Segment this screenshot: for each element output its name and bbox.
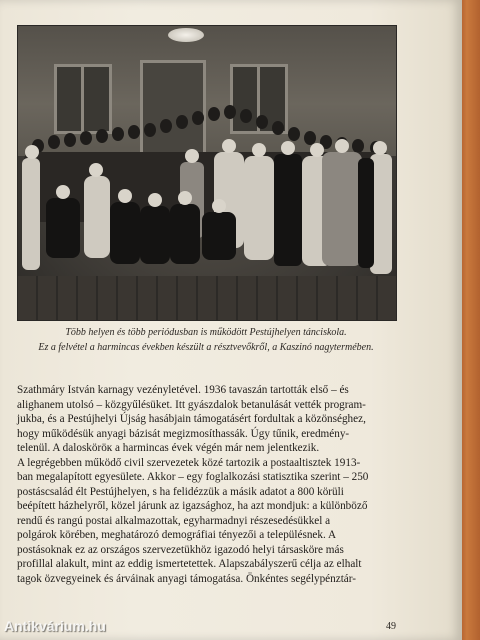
paragraph-choir	[17, 383, 399, 456]
text-line: jukba, és a Pestújhelyi Újság hasábjain támogatásért fordultak a közönséghez,	[17, 413, 366, 425]
text-line: ban megalapított egyesülete. Akkor – egy foglalkozási statisztika szerint – 250	[17, 471, 369, 483]
text-line: polgárok körében, meghatározó demográfiai tényezői a településnek. A	[17, 529, 337, 541]
photo-caption	[17, 325, 395, 355]
text-line: A legrégebben működő civil szervezetek közé tartozik a postaaltisztek 1913-	[17, 456, 361, 469]
ballroom-photograph	[17, 25, 397, 321]
paragraph-postal-association	[17, 456, 399, 587]
text-line: Szathmáry István karnagy vezényletével. 1936 tavaszán tartották első – és	[17, 384, 349, 396]
text-line: postáscsalád élt Pestújhelyen, s ha felidézzük a másik adatot a 800 körüli	[17, 485, 344, 498]
text-line: telenül. A dalosköröк a harmincas évek végén már nem jelentkezik.	[17, 442, 320, 454]
text-line: postásoknak ez az országos szervezetükhöz igazodó helyi társaskörе más	[17, 543, 344, 556]
photo-crowd	[18, 26, 396, 320]
text-line: tagok özvegyeinek és árváinak anyagi támogatása. Önkéntes segélypénztár-	[17, 572, 356, 585]
caption-line-2: Ez a felvétel a harmincas években készült a résztvevőkről, a Kaszinó nagytermében.	[38, 342, 374, 353]
watermark: Antikvárium.hu	[4, 618, 106, 634]
caption-line-1: Több helyen és több periódusban is működött Pestújhelyen tánciskola.	[65, 327, 347, 338]
text-line: alighanem utolsó – közgyűlésüket. Itt gyászdalok betanulását vették program-	[17, 398, 366, 411]
page-number: 49	[386, 621, 396, 632]
text-line: profillal alakult, mint az eddig ismertetettek. Alapszabályszerű célja az elhalt	[17, 558, 362, 570]
text-line: rendű és rangú postai alkalmazottak, egyharmadnyi részesedésükkel a	[17, 514, 331, 527]
text-line: hogy működésük anyagi bázisát megizmosíthassák. Úgy tűnik, eredmény-	[17, 427, 350, 440]
body-text	[17, 383, 399, 586]
text-line: beépített házhelyről, közel járunk az igazsághoz, ha azt mondjuk: a különböző	[17, 500, 368, 512]
